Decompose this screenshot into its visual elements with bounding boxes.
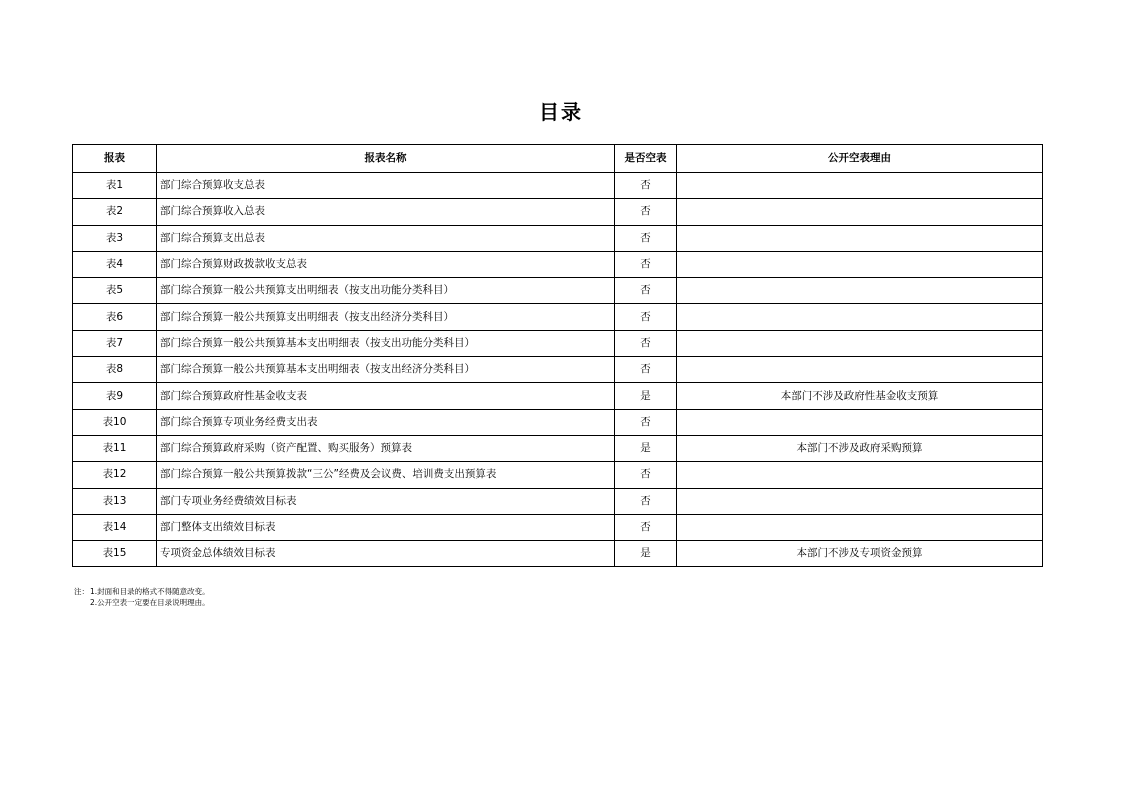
page-title: 目录 (539, 100, 583, 124)
cell-table-name: 部门综合预算财政拨款收支总表 (157, 251, 615, 277)
toc-table (72, 144, 1043, 567)
cell-empty-reason (677, 357, 1043, 383)
cell-table-name: 部门综合预算一般公共预算拨款“三公”经费及会议费、培训费支出预算表 (157, 462, 615, 488)
cell-table-name: 部门专项业务经费绩效目标表 (157, 488, 615, 514)
cell-is-empty: 否 (615, 488, 677, 514)
cell-is-empty: 否 (615, 357, 677, 383)
cell-is-empty: 否 (615, 278, 677, 304)
cell-is-empty: 否 (615, 462, 677, 488)
table-row (73, 199, 1043, 225)
cell-is-empty: 否 (615, 304, 677, 330)
footnote-text-2: 2.公开空表一定要在目录说明理由。 (90, 598, 210, 607)
cell-table-name: 专项资金总体绩效目标表 (157, 541, 615, 567)
table-row (73, 330, 1043, 356)
cell-empty-reason (677, 173, 1043, 199)
cell-is-empty: 是 (615, 435, 677, 461)
cell-table-no: 表2 (73, 199, 157, 225)
cell-table-name: 部门综合预算政府采购（资产配置、购买服务）预算表 (157, 435, 615, 461)
cell-table-name: 部门综合预算一般公共预算支出明细表（按支出经济分类科目） (157, 304, 615, 330)
cell-table-no: 表6 (73, 304, 157, 330)
cell-is-empty: 否 (615, 225, 677, 251)
cell-is-empty: 否 (615, 251, 677, 277)
table-body (73, 173, 1043, 567)
table-row (73, 357, 1043, 383)
cell-table-no: 表9 (73, 383, 157, 409)
table-header-row (73, 145, 1043, 173)
cell-is-empty: 否 (615, 409, 677, 435)
cell-is-empty: 否 (615, 514, 677, 540)
cell-empty-reason (677, 462, 1043, 488)
header-table-name: 报表名称 (157, 145, 615, 173)
table-row (73, 514, 1043, 540)
cell-table-no: 表1 (73, 173, 157, 199)
table-row (73, 409, 1043, 435)
cell-table-no: 表13 (73, 488, 157, 514)
table-row (73, 488, 1043, 514)
cell-table-no: 表10 (73, 409, 157, 435)
cell-table-name: 部门综合预算一般公共预算基本支出明细表（按支出功能分类科目） (157, 330, 615, 356)
cell-empty-reason (677, 304, 1043, 330)
footnote-text-1: 1.封面和目录的格式不得随意改变。 (90, 587, 210, 596)
cell-empty-reason (677, 514, 1043, 540)
cell-is-empty: 否 (615, 330, 677, 356)
cell-table-no: 表12 (73, 462, 157, 488)
cell-is-empty: 否 (615, 173, 677, 199)
cell-table-name: 部门整体支出绩效目标表 (157, 514, 615, 540)
cell-empty-reason (677, 199, 1043, 225)
table-row (73, 462, 1043, 488)
table-row (73, 225, 1043, 251)
cell-is-empty: 是 (615, 541, 677, 567)
cell-table-name: 部门综合预算一般公共预算基本支出明细表（按支出经济分类科目） (157, 357, 615, 383)
cell-empty-reason (677, 251, 1043, 277)
table-row (73, 383, 1043, 409)
cell-empty-reason (677, 409, 1043, 435)
cell-table-no: 表7 (73, 330, 157, 356)
cell-table-name: 部门综合预算收入总表 (157, 199, 615, 225)
cell-table-no: 表3 (73, 225, 157, 251)
cell-table-no: 表14 (73, 514, 157, 540)
footnote-line-2 (74, 597, 210, 608)
cell-is-empty: 是 (615, 383, 677, 409)
footnote-line-1 (74, 586, 210, 597)
cell-table-no: 表4 (73, 251, 157, 277)
cell-table-name: 部门综合预算一般公共预算支出明细表（按支出功能分类科目） (157, 278, 615, 304)
cell-table-no: 表11 (73, 435, 157, 461)
cell-empty-reason (677, 278, 1043, 304)
table-row (73, 541, 1043, 567)
header-table-no: 报表 (73, 145, 157, 173)
table-row (73, 251, 1043, 277)
cell-table-no: 表8 (73, 357, 157, 383)
table-row (73, 173, 1043, 199)
cell-table-no: 表5 (73, 278, 157, 304)
table-row (73, 304, 1043, 330)
table-row (73, 278, 1043, 304)
header-empty-reason: 公开空表理由 (677, 145, 1043, 173)
cell-is-empty: 否 (615, 199, 677, 225)
cell-table-name: 部门综合预算专项业务经费支出表 (157, 409, 615, 435)
cell-table-name: 部门综合预算政府性基金收支表 (157, 383, 615, 409)
cell-empty-reason (677, 225, 1043, 251)
cell-empty-reason: 本部门不涉及政府采购预算 (677, 435, 1043, 461)
table-row (73, 435, 1043, 461)
footnotes (74, 586, 210, 608)
cell-empty-reason: 本部门不涉及政府性基金收支预算 (677, 383, 1043, 409)
footnote-prefix: 注： (74, 587, 89, 596)
cell-empty-reason (677, 330, 1043, 356)
cell-table-no: 表15 (73, 541, 157, 567)
cell-empty-reason (677, 488, 1043, 514)
cell-table-name: 部门综合预算支出总表 (157, 225, 615, 251)
cell-empty-reason: 本部门不涉及专项资金预算 (677, 541, 1043, 567)
cell-table-name: 部门综合预算收支总表 (157, 173, 615, 199)
header-is-empty: 是否空表 (615, 145, 677, 173)
